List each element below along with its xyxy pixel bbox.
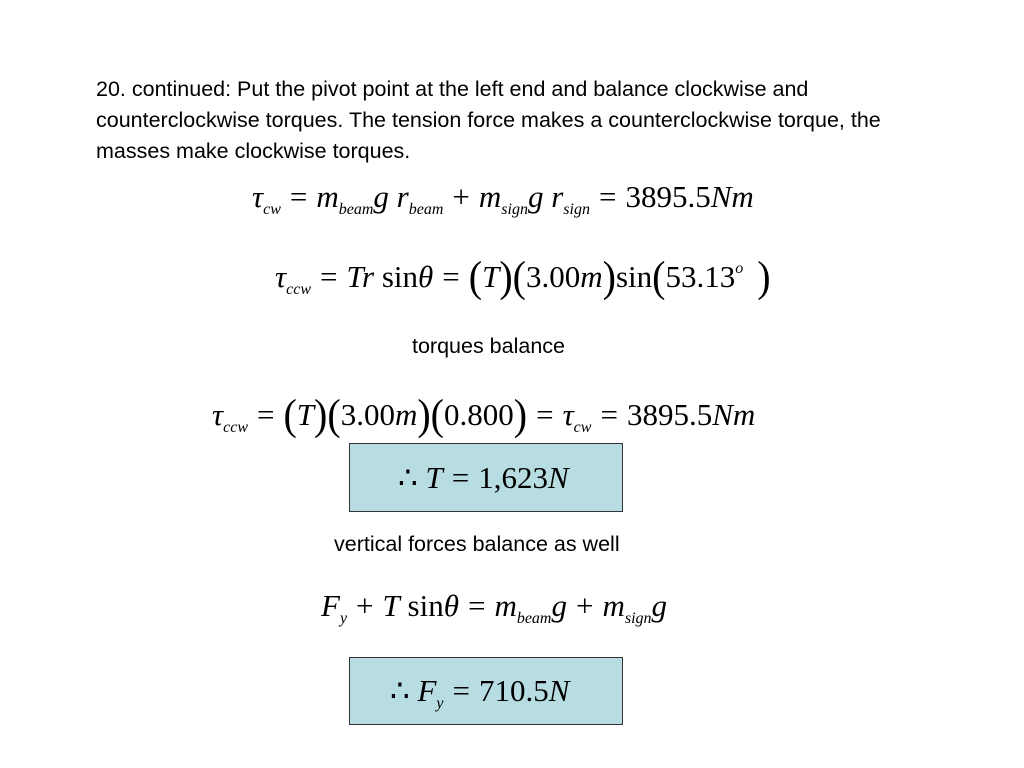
- tension-result-box: [349, 443, 623, 512]
- vertical-force-equation: $F_y + T$ $\sin\theta = m_{beam}g + m_{sign}g$: [321, 588, 668, 627]
- therefore-symbol: ∴: [398, 460, 418, 495]
- torques-balance-note: torques balance: [412, 334, 565, 358]
- clockwise-torque-equation: $\tau_{cw} = m_{beam}g$ $r_{beam} + m_{sign}g$ $r_{sign} = 3895.5Nm$: [252, 179, 754, 218]
- vertical-force-result: ∴ $F_y = 710.5N$: [390, 673, 570, 712]
- vertical-force-result-box: [349, 657, 623, 725]
- torque-balance-equation: $\tau_{ccw} = (T)(3.00m)(0.800) = \tau_{cw} = 3895.5Nm$: [212, 390, 756, 439]
- problem-statement: 20. continued: Put the pivot point at the left end and balance clockwise and counterclockwise torques. The tension force makes a counterclockwise torque, the masses make clockwise torques.: [96, 77, 881, 163]
- vertical-forces-note: vertical forces balance as well: [334, 532, 620, 556]
- tension-result: ∴ T = 1,623N: [398, 460, 569, 495]
- therefore-symbol: ∴: [390, 673, 410, 708]
- counterclockwise-torque-equation: $\tau_{ccw} = Tr$ $\sin\theta = (T)(3.00m)\sin(53.13^o$ ): [275, 252, 771, 301]
